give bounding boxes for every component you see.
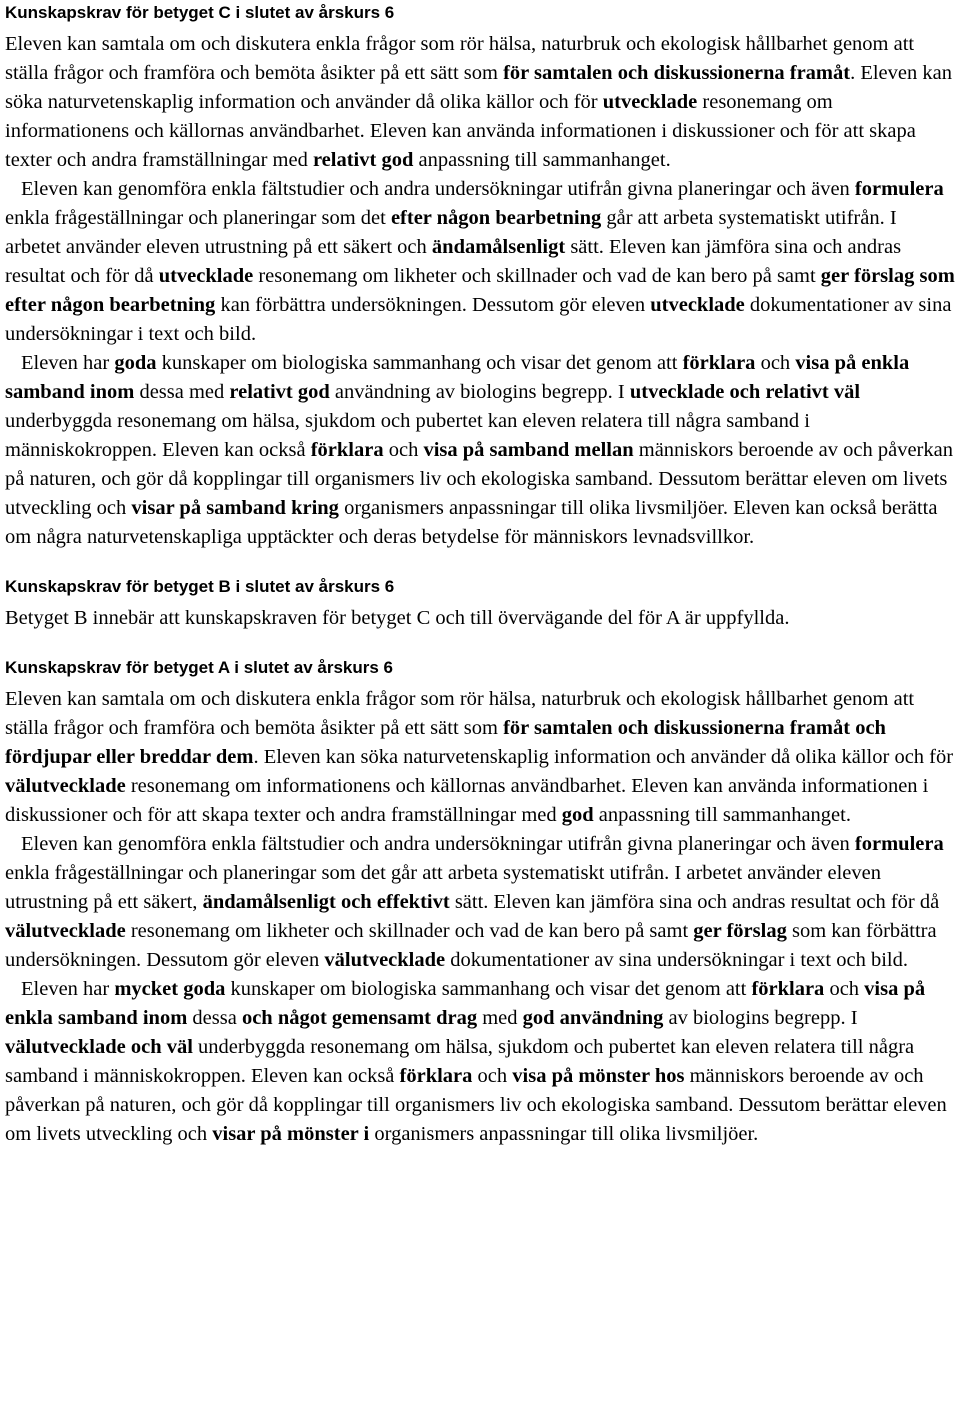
paragraph (5, 685, 955, 830)
text-run: enkla frågeställningar och planeringar som det går att arbeta systematiskt utifrån. I arbetet använder eleven utrustning på ett säkert, (5, 862, 882, 913)
emphasis-text: relativt god (229, 381, 330, 403)
text-run: Betyget B innebär att kunskapskraven för betyget C och till övervägande del för A är uppfyllda. (5, 607, 790, 629)
text-run: underbyggda resonemang om hälsa, sjukdom och pubertet kan eleven relatera till några samband i människokroppen. Eleven kan också (5, 1036, 915, 1087)
emphasis-text: visa på enkla samband inom (5, 978, 926, 1029)
document-page (5, 0, 955, 1149)
text-run: Eleven kan samtala om och diskutera enkla frågor som rör hälsa, naturbruk och ekologisk hållbarhet genom att ställa frågor och framföra och bemöta åsikter på ett sätt som (5, 33, 915, 84)
text-run: organismers anpassningar till olika livsmiljöer. (369, 1123, 759, 1145)
emphasis-text: ger förslag (693, 920, 787, 942)
emphasis-text: visa på samband mellan (423, 439, 634, 461)
text-run: . Eleven kan söka naturvetenskaplig information och använder då olika källor och för (5, 62, 952, 113)
paragraph (5, 830, 955, 975)
emphasis-text: välutvecklade (324, 949, 446, 971)
text-run: Eleven har (21, 978, 115, 1000)
emphasis-text: god (561, 804, 594, 826)
text-run: resonemang om likheter och skillnader och vad de kan bero på samt (253, 265, 821, 287)
emphasis-text: god användning (522, 1007, 664, 1029)
text-run: som kan förbättra undersökningen. Dessutom gör eleven (5, 920, 937, 971)
paragraph (5, 604, 955, 633)
emphasis-text: utvecklade (650, 294, 745, 316)
emphasis-text: efter någon bearbetning (390, 207, 602, 229)
section-grade-c (5, 0, 955, 552)
paragraph (5, 349, 955, 552)
text-run: dokumentationer av sina undersökningar i text och bild. (445, 949, 908, 971)
emphasis-text: utvecklade (158, 265, 254, 287)
text-run: organismers anpassningar till olika livsmiljöer. Eleven kan också berätta om några naturvetenskapliga upptäckter och deras betydelse för människors levnadsvillkor. (5, 497, 938, 548)
text-run: och (472, 1065, 513, 1087)
emphasis-text: och något gemensamt drag (241, 1007, 478, 1029)
paragraph (5, 975, 955, 1149)
text-run: sätt. Eleven kan jämföra sina och andras resultat och för då (449, 891, 940, 913)
emphasis-text: välutvecklade (5, 920, 126, 942)
paragraph (5, 30, 955, 175)
section-grade-a (5, 655, 955, 1149)
emphasis-text: utvecklade och relativt väl (629, 381, 861, 403)
text-run: resonemang om likheter och skillnader och vad de kan bero på samt (125, 920, 694, 942)
text-run: anpassning till sammanhanget. (413, 149, 671, 171)
emphasis-text: visa på enkla samband inom (5, 352, 910, 403)
text-run: människors beroende av och påverkan på naturen, och gör då kopplingar till organismers liv och ekologiska samband. Dessutom berättar eleven om livets utveckling och (5, 439, 953, 519)
emphasis-text: formulera (854, 178, 944, 200)
section-heading: Kunskapskrav för betyget C i slutet av årskurs 6 (5, 3, 395, 22)
emphasis-text: ändamålsenligt och effektivt (202, 891, 450, 913)
text-run: sätt. Eleven kan jämföra sina och andras resultat och för då (5, 236, 902, 287)
section-grade-b (5, 574, 955, 633)
text-run: . Eleven kan söka naturvetenskaplig information och använder då olika källor och för (253, 746, 954, 768)
text-run: Eleven kan samtala om och diskutera enkla frågor som rör hälsa, naturbruk och ekologisk hållbarhet genom att ställa frågor och framföra och bemöta åsikter på ett sätt som (5, 688, 915, 739)
text-run: med (477, 1007, 523, 1029)
emphasis-text: visar på mönster i (212, 1123, 370, 1145)
emphasis-text: goda (114, 352, 157, 374)
text-run: Eleven kan genomföra enkla fältstudier och andra undersökningar utifrån givna planeringar och även (21, 178, 855, 200)
text-run: resonemang om informationens och källornas användbarhet. Eleven kan använda informationen i diskussioner och för att skapa texter och andra framställningar med (5, 775, 929, 826)
text-run: och (824, 978, 865, 1000)
emphasis-text: för samtalen och diskussionerna framåt och fördjupar eller breddar dem (5, 717, 886, 768)
emphasis-text: utvecklade (602, 91, 698, 113)
text-run: kunskaper om biologiska sammanhang och visar det genom att (225, 978, 752, 1000)
text-run: enkla frågeställningar och planeringar som det (5, 207, 391, 229)
emphasis-text: ger förslag som efter någon bearbetning (5, 265, 955, 316)
emphasis-text: välutvecklade och väl (5, 1036, 193, 1058)
emphasis-text: förklara (310, 439, 384, 461)
text-run: Eleven har (21, 352, 115, 374)
text-run: kan förbättra undersökningen. Dessutom gör eleven (215, 294, 651, 316)
emphasis-text: visa på mönster hos (512, 1065, 685, 1087)
text-run: går att arbeta systematiskt utifrån. I arbetet använder eleven utrustning på ett säkert och (5, 207, 897, 258)
emphasis-text: formulera (854, 833, 944, 855)
text-run: av biologins begrepp. I (663, 1007, 858, 1029)
text-run: dokumentationer av sina undersökningar i text och bild. (5, 294, 952, 345)
text-run: underbyggda resonemang om hälsa, sjukdom och pubertet kan eleven relatera till några samband i människokroppen. Eleven kan också (5, 410, 810, 461)
text-run: dessa (187, 1007, 242, 1029)
emphasis-text: förklara (399, 1065, 473, 1087)
text-run: användning av biologins begrepp. I (329, 381, 630, 403)
text-run: kunskaper om biologiska sammanhang och visar det genom att (156, 352, 683, 374)
text-run: och (383, 439, 424, 461)
text-run: dessa med (134, 381, 230, 403)
emphasis-text: förklara (682, 352, 756, 374)
text-run: anpassning till sammanhanget. (593, 804, 851, 826)
section-heading: Kunskapskrav för betyget A i slutet av årskurs 6 (5, 658, 394, 677)
text-run: människors beroende av och påverkan på naturen, och gör då kopplingar till organismers liv och ekologiska samband. Dessutom berättar eleven om livets utveckling och (5, 1065, 947, 1145)
emphasis-text: förklara (751, 978, 825, 1000)
emphasis-text: ändamålsenligt (431, 236, 566, 258)
emphasis-text: mycket goda (114, 978, 226, 1000)
text-run: och (755, 352, 796, 374)
text-run: resonemang om informationens och källornas användbarhet. Eleven kan använda informationen i diskussioner och för att skapa texter och andra framställningar med (5, 91, 916, 171)
emphasis-text: relativt god (312, 149, 414, 171)
emphasis-text: välutvecklade (5, 775, 126, 797)
paragraph (5, 175, 955, 349)
text-run: Eleven kan genomföra enkla fältstudier och andra undersökningar utifrån givna planeringar och även (21, 833, 855, 855)
section-heading: Kunskapskrav för betyget B i slutet av årskurs 6 (5, 577, 395, 596)
emphasis-text: visar på samband kring (131, 497, 339, 519)
emphasis-text: för samtalen och diskussionerna framåt (503, 62, 851, 84)
